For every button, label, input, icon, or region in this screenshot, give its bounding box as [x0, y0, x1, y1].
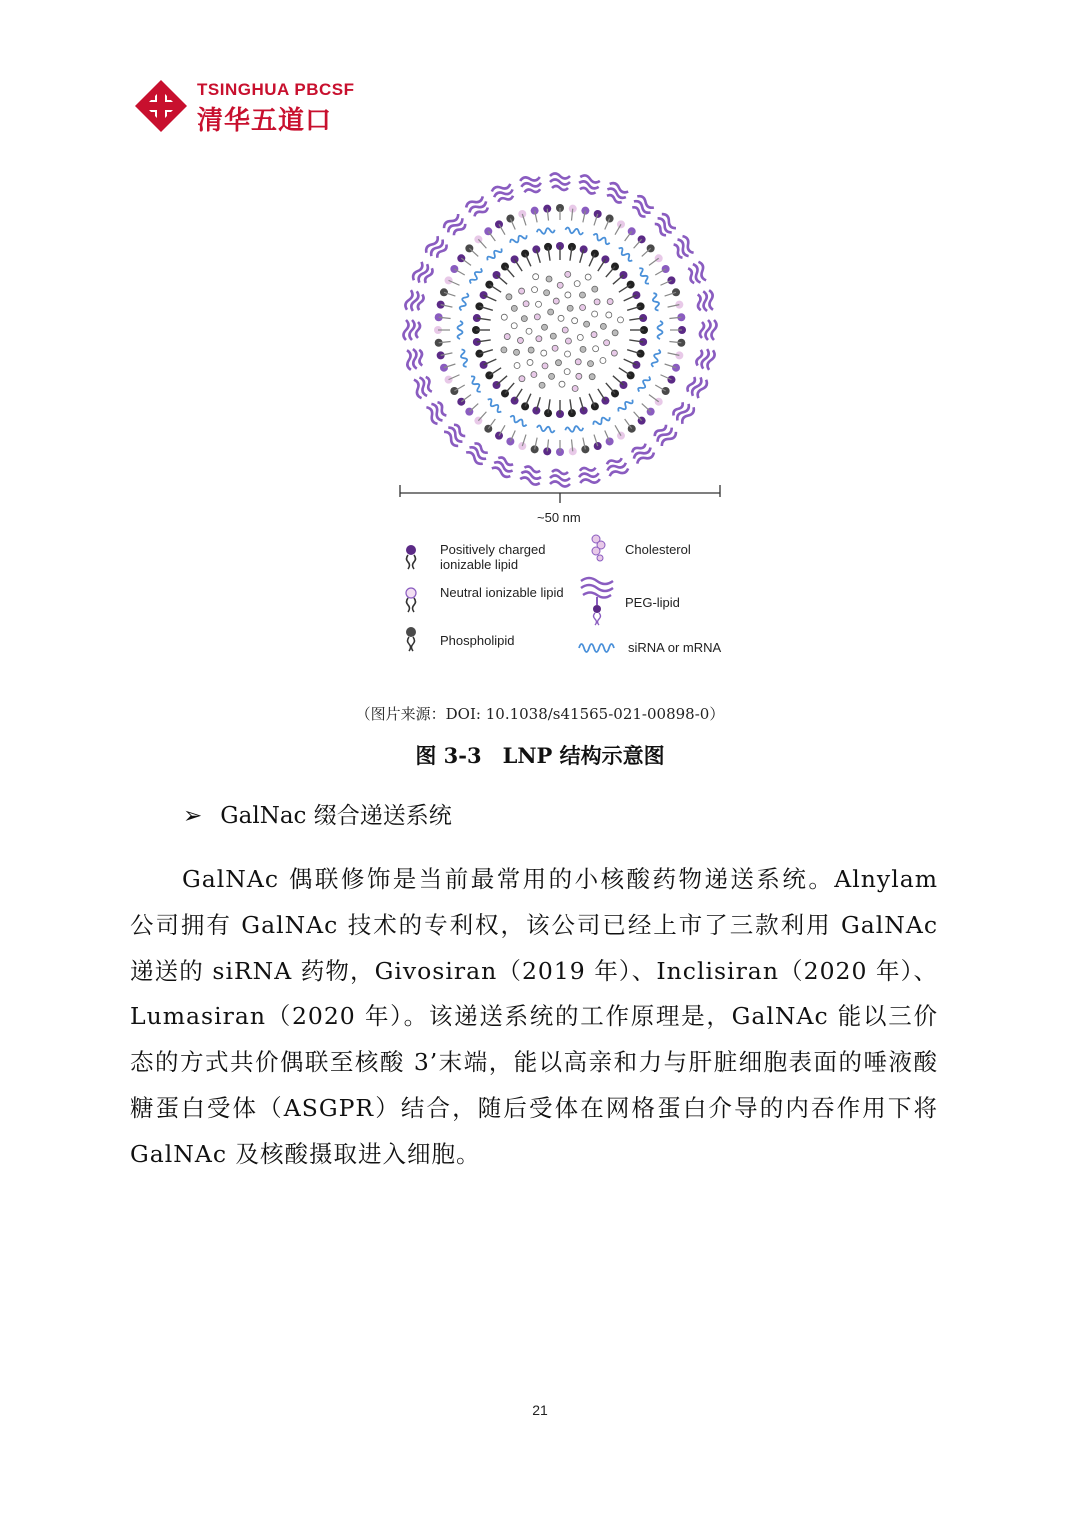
core-lipid-mark [587, 361, 593, 367]
lipid-tail-mark [469, 404, 478, 412]
lipid-tail-mark [642, 248, 651, 256]
phospholipid-icon [402, 625, 420, 655]
core-lipid-mark [552, 345, 558, 351]
core-lipid-mark [579, 292, 585, 298]
peg-lipid-icon [577, 575, 617, 627]
core-lipid-mark [585, 274, 591, 280]
peg-lipid-mark [652, 422, 678, 448]
lnp-structure-diagram [395, 165, 735, 510]
core-lipid-mark [565, 338, 571, 344]
core-lipid-mark [511, 323, 517, 329]
core-lipid-mark [555, 360, 561, 366]
peg-lipid-mark [550, 174, 570, 191]
rna-mark [486, 398, 503, 414]
section-title: GalNac 缀合递送系统 [220, 803, 452, 829]
peg-lipid-mark [629, 194, 655, 219]
rna-mark [458, 321, 463, 339]
core-lipid-mark [584, 321, 590, 327]
core-lipid-mark [519, 376, 525, 382]
lipid-head-mark [594, 210, 602, 218]
figure-source: （图片来源：DOI: 10.1038/s41565-021-00898-0） [355, 705, 725, 723]
core-lipid-mark [542, 363, 548, 369]
lipid-head-mark [606, 215, 614, 223]
inner-lipid-tail-mark [613, 376, 624, 385]
core-lipid-mark [550, 333, 556, 339]
core-lipid-mark [607, 299, 613, 305]
core-lipid-mark [606, 312, 612, 318]
figure-caption: 图 3-3 LNP 结构示意图 [415, 743, 665, 768]
rna-mark [592, 233, 610, 245]
peg-lipid-mark [442, 422, 468, 448]
tsinghua-logo-icon [133, 78, 189, 134]
core-lipid-mark [612, 330, 618, 336]
peg-lipid-mark [629, 441, 655, 466]
core-lipid-mark [565, 351, 571, 357]
rna-mark [469, 375, 483, 393]
core-lipid-mark [548, 309, 554, 315]
core-lipid-mark [600, 357, 606, 363]
core-lipid-mark [558, 315, 564, 321]
header-logo [133, 78, 373, 134]
core-lipid-mark [562, 327, 568, 333]
rna-mark [469, 267, 483, 285]
peg-lipid-mark [604, 456, 629, 479]
core-lipid-mark [580, 305, 586, 311]
neutral-ionizable-lipid-icon [400, 586, 422, 616]
inner-lipid-head-mark [591, 402, 599, 410]
legend-phospholipid: Phospholipid [440, 633, 515, 648]
inner-lipid-head-mark [521, 250, 529, 258]
inner-lipid-tail-mark [515, 259, 523, 271]
rna-mark [565, 425, 584, 433]
inner-lipid-tail-mark [515, 389, 523, 401]
inner-lipid-tail-mark [505, 383, 514, 394]
core-lipid-mark [577, 334, 583, 340]
lipid-tail-mark [634, 412, 642, 421]
rna-mark [592, 415, 610, 427]
logo-english-text: TSINGHUA PBCSF [197, 80, 355, 99]
rna-mark [637, 375, 651, 393]
core-lipid-mark [534, 314, 540, 320]
inner-lipid-tail-mark [489, 285, 501, 293]
rna-mark [486, 247, 503, 263]
core-lipid-mark [506, 294, 512, 300]
scale-bar [395, 483, 735, 509]
rna-mark [637, 267, 651, 285]
peg-lipid-mark [491, 182, 516, 205]
core-lipid-mark [526, 328, 532, 334]
rna-mark [459, 292, 469, 311]
peg-lipid-mark [412, 261, 435, 286]
section-heading [183, 797, 452, 830]
lipid-head-mark [440, 288, 448, 296]
core-lipid-mark [600, 323, 606, 329]
peg-lipid-mark [442, 212, 468, 238]
lipid-head-mark [484, 227, 492, 235]
rna-mark [565, 227, 584, 235]
lipid-head-mark [506, 437, 514, 445]
core-lipid-mark [514, 362, 520, 368]
lipid-head-mark [445, 276, 453, 284]
lipid-tail-mark [634, 239, 642, 248]
peg-lipid-mark [686, 374, 709, 399]
inner-lipid-tail-mark [598, 259, 606, 271]
peg-lipid-mark [700, 320, 717, 340]
core-lipid-mark [572, 386, 578, 392]
peg-lipid-mark [686, 261, 709, 286]
inner-lipid-tail-mark [598, 389, 606, 401]
legend-neutral-ionizable: Neutral ionizable lipid [440, 585, 564, 600]
rna-mark [509, 415, 527, 427]
lipid-tail-mark [469, 248, 478, 256]
lipid-head-mark [506, 215, 514, 223]
rna-mark [651, 292, 661, 311]
core-lipid-mark [539, 382, 545, 388]
core-lipid-mark [531, 372, 537, 378]
inner-lipid-head-mark [591, 250, 599, 258]
core-lipid-mark [574, 281, 580, 287]
core-lipid-mark [504, 334, 510, 340]
rna-mark [459, 349, 469, 368]
rna-mark [617, 247, 634, 263]
bullet-arrow-icon: ➢ [183, 803, 203, 829]
lipid-head-mark [518, 210, 526, 218]
inner-lipid-tail-mark [505, 267, 514, 278]
rna-mark [658, 321, 663, 339]
core-lipid-mark [557, 282, 563, 288]
inner-lipid-tail-mark [606, 267, 615, 278]
logo-chinese-text: 清华五道口 [197, 106, 333, 136]
inner-lipid-tail-mark [606, 383, 615, 394]
core-lipid-mark [521, 316, 527, 322]
core-lipid-mark [591, 332, 597, 338]
legend-peg-lipid: PEG-lipid [625, 595, 680, 610]
body-paragraph: GalNAc 偶联修饰是当前最常用的小核酸药物递送系统。Alnylam 公司拥有 GalNAc 技术的专利权，该公司已经上市了三款利用 GalNAc 递送的 siRNA 药物，Givosiran（2019 年）、Inclisiran（2020 年）、 Lumasiran（2020 年）。该递送系统的工作原理是，GalNAc 能以三价态的方式共价偶联至核酸 3’末端，能以高亲和力与肝脏细胞表面的唾液酸糖蛋白受体（ASGPR）结合，随后受体在网格蛋白介导的内吞作用下将 GalNAc 及核酸摄取进入细胞。 [130, 865, 938, 1168]
peg-lipid-mark [405, 290, 425, 313]
core-lipid-mark [541, 350, 547, 356]
inner-lipid-head-mark [521, 402, 529, 410]
core-lipid-mark [501, 314, 507, 320]
core-lipid-mark [511, 305, 517, 311]
lipid-head-mark [445, 376, 453, 384]
peg-lipid-mark [404, 320, 421, 340]
core-lipid-mark [617, 317, 623, 323]
peg-lipid-mark [491, 456, 516, 479]
core-lipid-mark [536, 301, 542, 307]
legend-positively-charged: Positively charged ionizable lipid [440, 542, 546, 572]
peg-lipid-mark [671, 399, 696, 425]
lipid-head-mark [440, 364, 448, 372]
inner-lipid-tail-mark [497, 275, 508, 284]
positively-charged-lipid-icon [400, 543, 422, 573]
core-lipid-mark [580, 346, 586, 352]
peg-lipid-mark [695, 348, 715, 371]
lipid-head-mark [484, 425, 492, 433]
peg-lipid-mark [578, 175, 601, 195]
core-lipid-mark [564, 369, 570, 375]
lipid-tail-mark [478, 239, 486, 248]
peg-lipid-mark [424, 235, 449, 261]
lipid-head-mark [672, 288, 680, 296]
core-lipid-mark [523, 301, 529, 307]
core-lipid-mark [572, 318, 578, 324]
core-lipid-mark [546, 276, 552, 282]
lipid-head-mark [457, 254, 465, 262]
core-lipid-mark [592, 286, 598, 292]
core-lipid-mark [593, 346, 599, 352]
core-lipid-mark [592, 311, 598, 317]
core-lipid-mark [594, 299, 600, 305]
core-lipid-mark [611, 350, 617, 356]
core-lipid-mark [559, 381, 565, 387]
core-lipid-mark [527, 359, 533, 365]
core-lipid-mark [533, 274, 539, 280]
core-lipid-mark [514, 349, 520, 355]
core-lipid-mark [565, 271, 571, 277]
lipid-tail-mark [642, 404, 651, 412]
core-lipid-mark [604, 340, 610, 346]
peg-lipid-mark [412, 374, 435, 399]
core-lipid-mark [542, 324, 548, 330]
peg-lipid-mark [465, 194, 491, 219]
rna-mark [617, 398, 634, 414]
peg-lipid-mark [520, 175, 543, 195]
inner-lipid-tail-mark [497, 376, 508, 385]
sirna-wave-icon [578, 641, 618, 655]
lipid-tail-mark [478, 412, 486, 421]
rna-mark [651, 349, 661, 368]
peg-lipid-mark [652, 212, 678, 238]
core-lipid-mark [517, 337, 523, 343]
rna-mark [537, 227, 556, 235]
core-lipid-mark [567, 305, 573, 311]
legend-cholesterol: Cholesterol [625, 542, 691, 557]
core-lipid-mark [544, 290, 550, 296]
peg-lipid-mark [405, 348, 425, 371]
page-number: 21 [532, 1402, 548, 1418]
rna-mark [537, 425, 556, 433]
cholesterol-icon [588, 533, 608, 565]
core-lipid-mark [536, 336, 542, 342]
core-lipid-mark [575, 359, 581, 365]
inner-lipid-tail-mark [489, 368, 501, 376]
peg-lipid-mark [465, 441, 491, 466]
inner-lipid-tail-mark [619, 368, 631, 376]
core-lipid-mark [528, 347, 534, 353]
peg-lipid-mark [695, 290, 715, 313]
core-lipid-mark [519, 288, 525, 294]
lipid-head-mark [655, 254, 663, 262]
peg-lipid-mark [671, 235, 696, 261]
core-lipid-mark [549, 373, 555, 379]
legend-sirna: siRNA or mRNA [628, 640, 722, 655]
core-lipid-mark [576, 373, 582, 379]
inner-lipid-tail-mark [613, 275, 624, 284]
core-lipid-mark [565, 292, 571, 298]
core-lipid-mark [553, 298, 559, 304]
core-lipid-mark [501, 347, 507, 353]
core-lipid-mark [589, 374, 595, 380]
peg-lipid-mark [424, 399, 449, 425]
lipid-head-mark [672, 364, 680, 372]
lnp-figure [395, 165, 735, 665]
scale-label: ~50 nm [537, 510, 581, 525]
lipid-head-mark [606, 437, 614, 445]
peg-lipid-mark [604, 182, 629, 205]
core-lipid-mark [532, 287, 538, 293]
inner-lipid-tail-mark [619, 285, 631, 293]
rna-mark [509, 233, 527, 245]
